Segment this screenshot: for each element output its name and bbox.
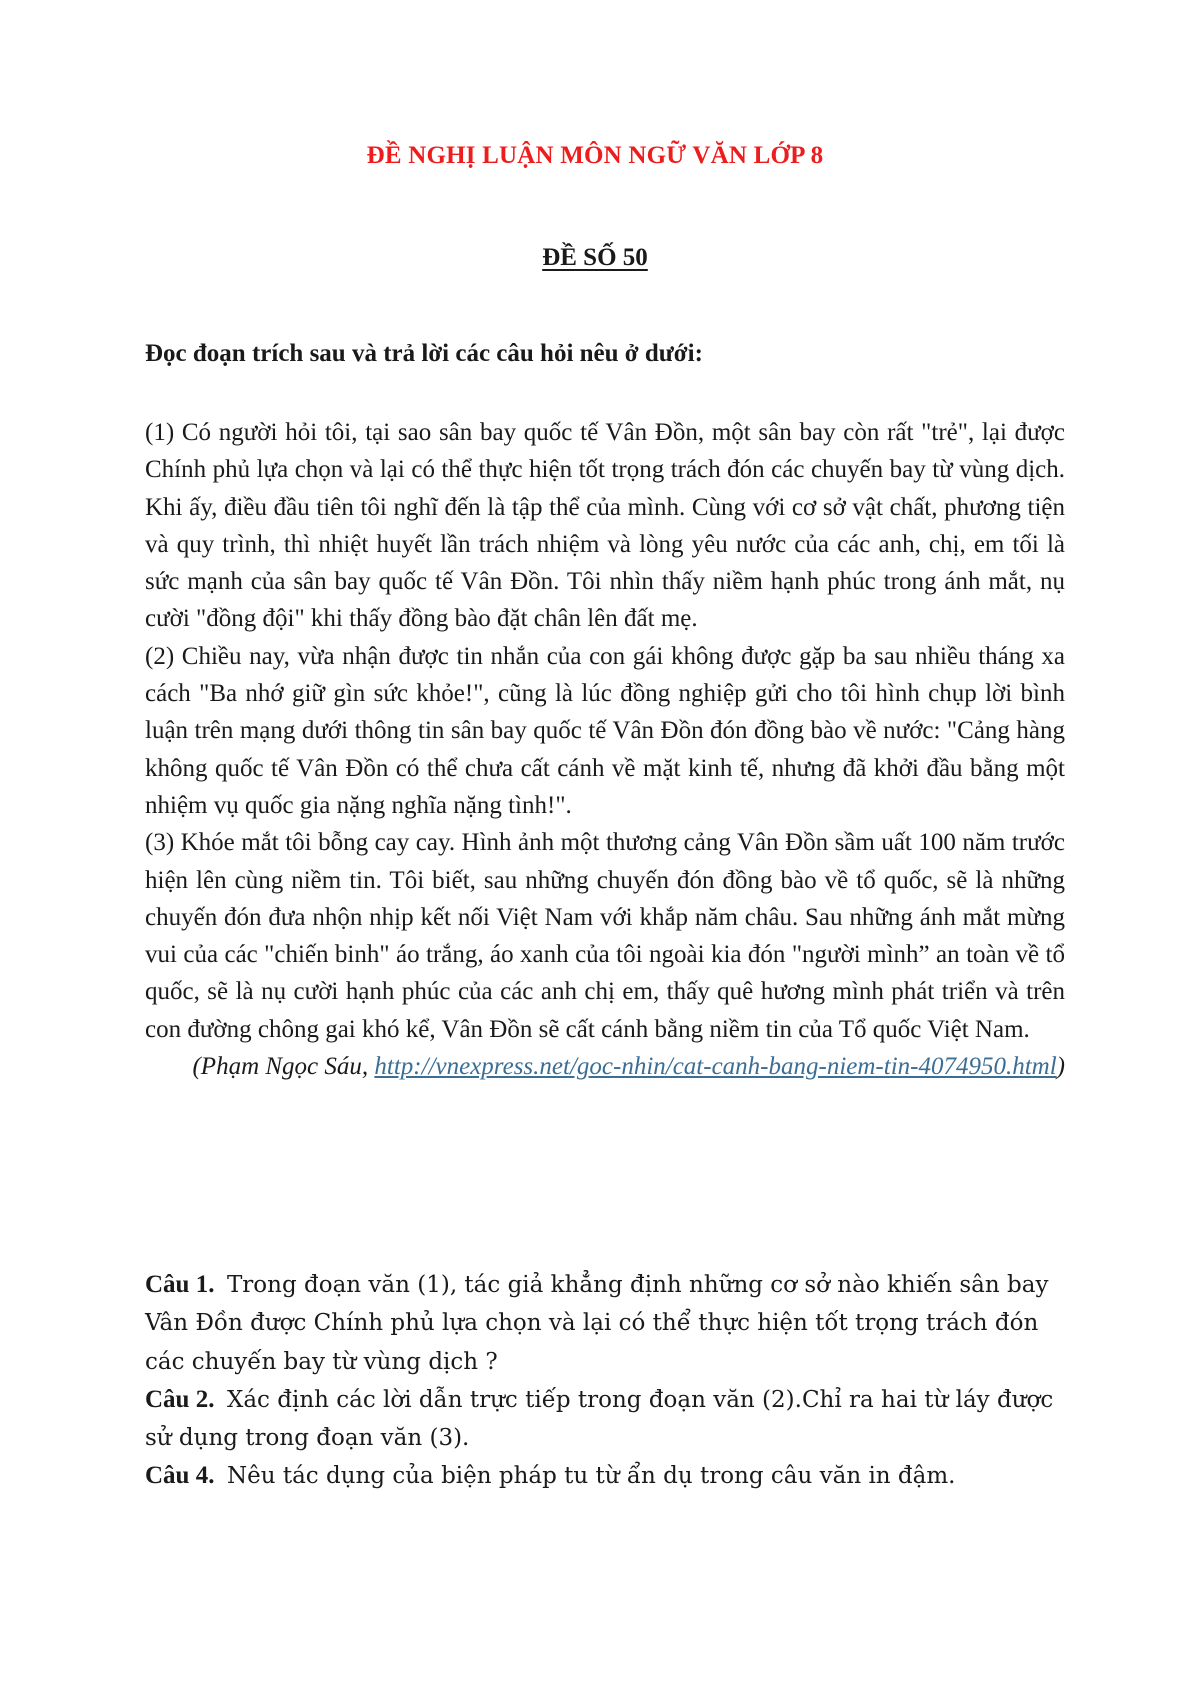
citation-link[interactable]: http://vnexpress.net/goc-nhin/cat-canh-bang-niem-tin-4074950.html <box>374 1053 1057 1081</box>
question-list <box>145 1266 1065 1496</box>
question-item <box>145 1266 1065 1381</box>
passage-citation <box>145 1048 1065 1085</box>
question-text: Nêu tác dụng của biện pháp tu từ ẩn dụ trong câu văn in đậm. <box>226 1463 956 1490</box>
reading-instruction: Đọc đoạn trích sau và trả lời các câu hỏi nêu ở dưới: <box>145 340 703 367</box>
citation-author: Phạm Ngọc Sáu, <box>200 1053 375 1081</box>
passage-paragraph-2: (2) Chiều nay, vừa nhận được tin nhắn của con gái không được gặp ba sau nhiều tháng xa cách "Ba nhớ giữ gìn sức khỏe!", cũng là lúc đồng nghiệp gửi cho tôi hình chụp lời bình luận trên mạng dưới thông tin sân bay quốc tế Vân Đồn đón đồng bào về nước: "Cảng hàng không quốc tế Vân Đồn có thể chưa cất cánh về mặt kinh tế, nhưng đã khởi đầu bằng một nhiệm vụ quốc gia nặng nghĩa nặng tình!". <box>145 642 1065 819</box>
exam-number: ĐỀ SỐ 50 <box>542 244 648 271</box>
question-label: Câu 4. <box>145 1462 215 1490</box>
question-label: Câu 2. <box>145 1385 215 1413</box>
question-label: Câu 1. <box>145 1271 215 1298</box>
reading-passage <box>145 414 1065 1085</box>
question-item <box>145 1457 1065 1495</box>
question-item <box>145 1381 1065 1458</box>
document-title: ĐỀ NGHỊ LUẬN MÔN NGỮ VĂN LỚP 8 <box>366 142 824 169</box>
passage-paragraph-3: (3) Khóe mắt tôi bỗng cay cay. Hình ảnh một thương cảng Vân Đồn sầm uất 100 năm trước hiện lên cùng niềm tin. Tôi biết, sau những chuyến đón đồng bào về tổ quốc, sẽ là những chuyến đón đưa nhộn nhịp kết nối Việt Nam với khắp năm châu. Sau những ánh mắt mừng vui của các "chiến binh" áo trắng, áo xanh của tôi ngoài kia đón "người mình” an toàn về tổ quốc, sẽ là nụ cười hạnh phúc của các anh chị em, thấy quê hương mình phát triển và trên con đường chông gai khó kể, Vân Đồn sẽ cất cánh bằng niềm tin của Tổ quốc Việt Nam. <box>145 829 1065 1043</box>
passage-paragraph-1: (1) Có người hỏi tôi, tại sao sân bay quốc tế Vân Đồn, một sân bay còn rất "trẻ", lại được Chính phủ lựa chọn và lại có thể thực hiện tốt trọng trách đón các chuyến bay từ vùng dịch. Khi ấy, điều đầu tiên tôi nghĩ đến là tập thể của mình. Cùng với cơ sở vật chất, phương tiện và quy trình, thì nhiệt huyết lần trách nhiệm và lòng yêu nước của các anh, chị, em tối là sức mạnh của sân bay quốc tế Vân Đồn. Tôi nhìn thấy niềm hạnh phúc trong ánh mắt, nụ cười "đồng đội" khi thấy đồng bào đặt chân lên đất mẹ. <box>145 419 1065 633</box>
question-text: Xác định các lời dẫn trực tiếp trong đoạn văn (2).Chỉ ra hai từ láy được sử dụng trong đoạn văn (3). <box>145 1386 1054 1452</box>
citation-close: ) <box>1056 1053 1065 1081</box>
citation-open: ( <box>192 1053 201 1081</box>
question-text: Trong đoạn văn (1), tác giả khẳng định những cơ sở nào khiến sân bay Vân Đồn được Chính phủ lựa chọn và lại có thể thực hiện tốt trọng trách đón các chuyến bay từ vùng dịch ? <box>145 1272 1049 1375</box>
